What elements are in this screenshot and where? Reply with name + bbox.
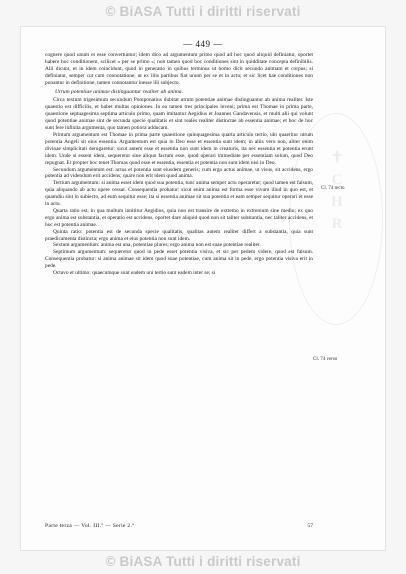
body-text	[45, 52, 313, 277]
watermark-top: © BiASA Tutti i diritti riservati	[105, 4, 301, 19]
paragraph: Septimum argumentum: sequeretur quod in pede esset potentia visiva, et sic per pedem videre, quod est falsum. Consequentia probatur: si anima animae sit idem quod suae potentiae, cum anima sit in pede, ergo potentia visiva erit in pede.	[45, 249, 313, 270]
footer-signature: 57	[307, 523, 313, 529]
paragraph: Secundum argumentum est: actus et potentia sunt eiusdem generis; cum ergo actus animae, ut visus, sit accidens, ergo potentia ad videndum erit accidens; quare non erit idem quod anima.	[45, 166, 313, 180]
page-number: — 449 —	[183, 39, 223, 49]
library-stamp-letters: ✝ C H R	[330, 150, 344, 232]
paragraph: Quarta ratio est, in qua multum innititur Aegidius, quia non est transire de extremo in extremum sine medio; ex quo ergo anima est substantia, et operatio est accidens, oportet dare aliquid quod non sit taliter substantia, nec taliter accidens, et hoc est potentia animae.	[45, 207, 313, 228]
paragraph: Quinta ratio: potentia est de secunda specie qualitatis, qualitas autem realiter differt a substantia, quia sunt praedicamenta distincta; ergo anima et eius potentia non sunt idem.	[45, 228, 313, 242]
paragraph: Sextum argumentum: anima est una, potentiae plures; ergo anima non est suae potentiae realiter.	[53, 242, 261, 249]
paragraph: Tertium argumentum: si anima esset idem quod sua potentia, tunc anima semper actu operaretur; quod tamen est falsum, quia aliquando ab actu opere cessat. Consequentia probatur: sicut enim anima est forma esse vivum illud in quo est, et quamdiu sint in subiecto, ad eum sequitur esse; ita si essentia animae sit sua potentia et eam semper sequitur operari et esse in actu.	[45, 180, 313, 208]
paragraph: Primum argumentum est Thomae in prima parte quaestione quinquagesima quarta articulo tertio, ubi quaeritur utrum potentia Angeli sit eius essentia. Argumentum est quia in Deo esse et essentia sunt idem; in aliis vero non, aliter enim divinae simplicitati derogaretur: sicut autem esse et essentia non sunt idem in creaturis, ita nec essentia et potentia erunt idem. Unde si essent idem, sequeretur sine aliquo factum esse, quod operari immediate per essentiam solum, quod Deo repugnat. Et propter hoc tenet Thomas quod esse et essentia, essentia et potentia non sunt idem nisi in Deo.	[45, 131, 313, 166]
paragraph: Circa textum trigesimum secundum Pomponatius dubitat utrum potentiae animae distinguantur ab anima realiter. Iste quaestio est difficilis, et habet multas opiniones. In ea tamen tres principales inveni; prima est Thomae in prima parte, quaestione septuagesima septima articulo primo, quam imitantur Aegidius et Joannes Gandavensis, et multi alii qui volunt quod potentiae animae sint de secunda specie qualitatis et sint reales realiter distinctae ab essentia animae; et hoc de hoc sunt fere infinita argumenta, quo tamen potiora adducam.	[45, 97, 313, 132]
margin-note: Cl. 74 verso	[313, 357, 338, 362]
section-heading: Utrum potentiae animae distinguantur realiter ab anima.	[55, 88, 183, 95]
paragraph: Octavo et ultimo: quaecumque sunt eadem uni tertio sunt eadem inter se; si	[53, 270, 216, 277]
scanned-page	[20, 26, 386, 551]
paragraph: cognere quod unum et esse convertuntur; idem dico ad argumentum primo quod ad hoc quod aliquid definiatur, oportet habere hoc conditionem, scilicet « per se primo »; non tamen quod hoc conditiones sint in quidditate concepta definibilis. Alii dicunt, et in idem coincidunt, quod in generatio in quibus terminus ut homo dicit secundo animam et corpus; si definiatur, semper cut cum connotatione, ut ex illis partibus fiat unum per se et in actu; et sic licet hae conditiones non ponantur in definitione, tamen connotantur inesse illi subjecto.	[45, 52, 313, 86]
margin-note: Cl. 74 recto	[321, 186, 345, 191]
page-footer	[45, 523, 313, 529]
watermark-bottom: © BiASA Tutti i diritti riservati	[105, 554, 301, 569]
footer-series: Parte terza — Vol. III.º — Serie 2.ª	[45, 523, 135, 529]
